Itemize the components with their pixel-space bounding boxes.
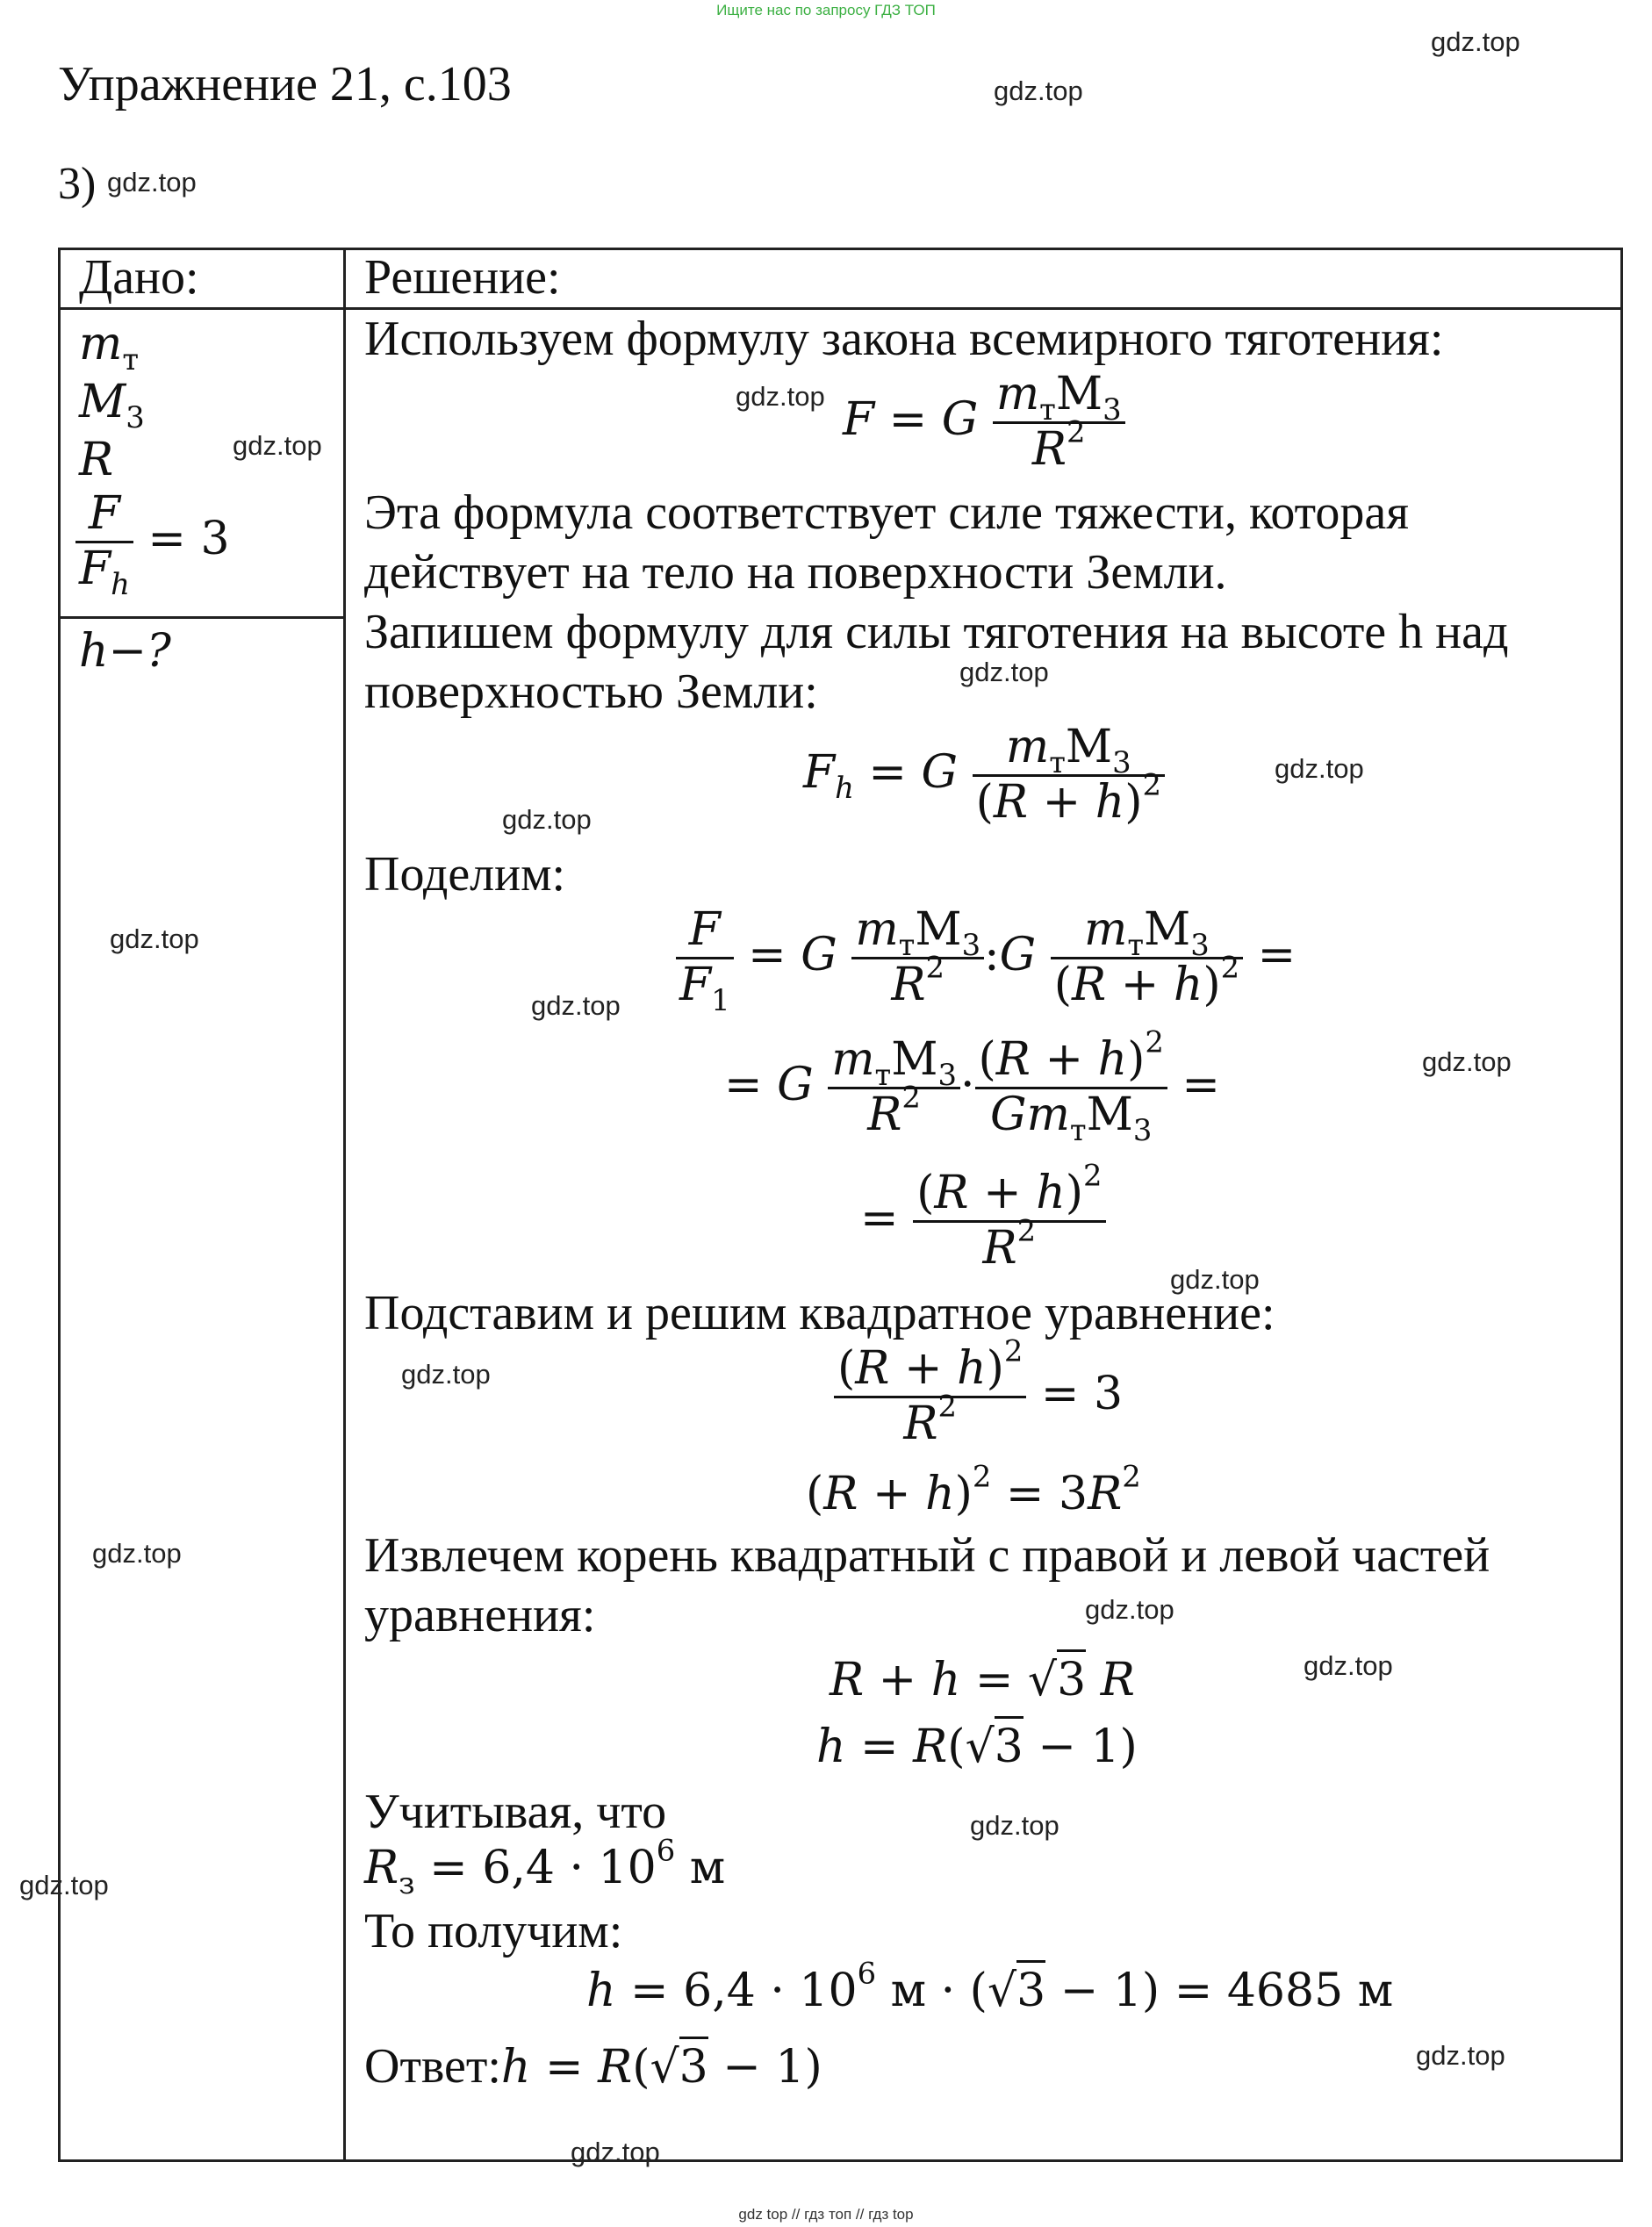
formula-gravity: F = G $\frac{m_тM_3}{R^2}$ [843, 369, 1125, 477]
table-bottom-border [58, 2159, 1623, 2162]
given-m-t: $m_т$ [79, 318, 140, 377]
formula-quadratic-1: $\frac{(R + h)^2}{R^2}$ = 3 [834, 1343, 1123, 1451]
table-header-divider [58, 307, 1623, 310]
table-top-border [58, 248, 1623, 250]
watermark: gdz.top [571, 2137, 660, 2167]
watermark: gdz.top [736, 381, 825, 412]
watermark: gdz.top [502, 804, 592, 835]
watermark: gdz.top [1304, 1650, 1393, 1681]
table-middle-divider [343, 248, 346, 2162]
formula-root-1: R + h = √3 R [830, 1654, 1135, 1706]
solution-text-4: Поделим: [364, 847, 566, 902]
solution-text-6b: уравнения: [364, 1588, 596, 1642]
watermark: gdz.top [1422, 1046, 1512, 1077]
watermark: gdz.top [1170, 1264, 1260, 1295]
watermark: gdz.top [233, 430, 322, 461]
watermark: gdz.top [994, 75, 1083, 106]
watermark: gdz.top [110, 923, 199, 954]
watermark: gdz.top [401, 1359, 491, 1390]
watermark: gdz.top [19, 1870, 109, 1900]
solution-text-7: Учитывая, что [364, 1785, 667, 1839]
watermark: gdz.top [92, 1538, 182, 1569]
given-find-divider [58, 616, 345, 619]
earth-radius-value: $R_з = 6,4 \cdot 10^6$ м [364, 1833, 726, 1900]
page-title: Упражнение 21, с.103 [58, 57, 512, 111]
solution-text-6a: Извлечем корень квадратный с правой и левой частей [364, 1528, 1490, 1583]
formula-quadratic-2: $(R + h)^2 = 3R^2$ [806, 1459, 1141, 1520]
watermark: gdz.top [970, 1810, 1059, 1841]
formula-divide-3: = $\frac{(R + h)^2}{R^2}$ [860, 1167, 1106, 1275]
solution-text-1: Используем формулу закона всемирного тяготения: [364, 312, 1444, 366]
watermark: gdz.top [959, 657, 1049, 687]
given-R: R [79, 434, 114, 486]
part-number: 3) [58, 159, 97, 209]
given-ratio: $\frac{F}{F_h}$ = 3 [75, 488, 230, 596]
given-find-h: h−? [79, 625, 171, 678]
solution-text-3a: Запишем формулу для силы тяготения на высоте h над [364, 605, 1509, 659]
formula-divide-2: = G $\frac{m_тM_3}{R^2}$ · $\frac{(R + h)^2}{Gm_тM_3}$ = [724, 1024, 1221, 1147]
solution-header: Решение: [364, 250, 561, 305]
given-M-z: $M_3$ [79, 376, 145, 435]
watermark: gdz.top [1416, 2040, 1505, 2071]
formula-divide-1: $\frac{F}{F_1}$ = G $\frac{m_тM_3}{R^2}$ :G $\frac{m_тM_3}{(R + h)^2}$ = [676, 904, 1296, 1012]
watermark: gdz.top [531, 990, 621, 1021]
given-header: Дано: [79, 250, 199, 305]
answer: Ответ:h = R(√3 − 1) [364, 2038, 822, 2094]
solution-text-2b: действует на тело на поверхности Земли. [364, 545, 1227, 600]
formula-gravity-height: $F_h = G$ $\frac{m_тM_3}{(R + h)^2}$ [803, 722, 1165, 830]
formula-root-2: h = R(√3 − 1) [816, 1721, 1138, 1773]
footer-note: gdz top // гдз топ // гдз top [738, 2206, 914, 2223]
watermark: gdz.top [107, 167, 197, 198]
watermark: gdz.top [1275, 753, 1364, 784]
table-right-border [1620, 248, 1623, 2162]
watermark: gdz.top [1431, 26, 1520, 57]
watermark: gdz.top [1085, 1594, 1174, 1625]
formula-result: $h = 6,4 \cdot 10^6$ м · (√3 − 1) = 4685 м [586, 1956, 1394, 2017]
solution-text-8: То получим: [364, 1904, 623, 1958]
header-note: Ищите нас по запросу ГДЗ ТОП [716, 2, 936, 18]
solution-text-2a: Эта формула соответствует силе тяжести, которая [364, 485, 1409, 540]
solution-text-3b: поверхностью Земли: [364, 665, 818, 719]
solution-text-5: Подставим и решим квадратное уравнение: [364, 1286, 1275, 1340]
